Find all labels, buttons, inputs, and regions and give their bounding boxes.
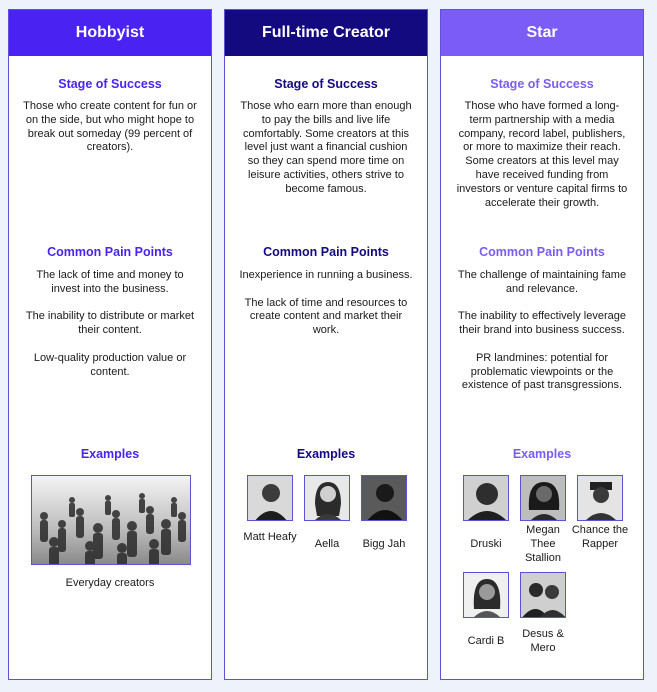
example-caption: Everyday creators — [65, 577, 155, 589]
portrait-photo — [520, 475, 566, 521]
stage-title: Stage of Success — [274, 77, 378, 91]
column-title: Star — [526, 24, 558, 41]
portrait-photo — [463, 572, 509, 618]
stage-text — [23, 100, 197, 169]
examples-title: Examples — [296, 447, 356, 461]
column-title: Full-time Creator — [261, 24, 390, 41]
portrait-photo — [247, 475, 293, 521]
example-caption: Matt Heafy — [243, 531, 297, 543]
example-caption: Chance the Rapper — [571, 524, 629, 550]
example-caption: Druski — [470, 538, 502, 550]
pain-point: The inability to distribute or market their content. — [25, 310, 195, 337]
column-hobbyist — [8, 9, 212, 680]
person-silhouette-icon — [578, 476, 623, 521]
person-silhouette-icon — [464, 476, 509, 521]
pain-points — [23, 269, 197, 393]
stage-title: Stage of Success — [58, 77, 162, 91]
stage-text — [239, 100, 413, 210]
pain-title: Common Pain Points — [47, 245, 173, 259]
person-silhouette-icon — [521, 573, 566, 618]
crowd-photo — [31, 475, 191, 565]
pain-points — [455, 269, 629, 407]
examples-title: Examples — [512, 447, 572, 461]
portrait-photo — [463, 475, 509, 521]
portrait-photo — [361, 475, 407, 521]
person-silhouette-icon — [305, 476, 350, 521]
pain-point: The challenge of maintaining fame and relevance. — [457, 269, 627, 295]
example-caption: Megan Thee Stallion — [524, 524, 562, 564]
pain-point: The lack of time and money to invest into the business. — [36, 269, 184, 295]
pain-point: Low-quality production value or content. — [33, 351, 187, 378]
stage-title: Stage of Success — [490, 77, 594, 91]
column-header — [225, 10, 427, 56]
person-silhouette-icon — [248, 476, 293, 521]
stage-description: Those who create content for fun or on the side, but who might hope to break out someday (99 percent of creators). — [23, 100, 197, 154]
pain-point: PR landmines: potential for problematic viewpoints or the existence of past transgressions. — [461, 351, 623, 392]
column-header — [9, 10, 211, 56]
example-caption: Desus & Mero — [522, 628, 564, 654]
stage-description: Those who have formed a long-term partnership with a media company, record label, publishers, or more to maximize their reach. Some creators at this level may have received funding from investors or venture capital firms to accelerate their growth. — [456, 100, 628, 209]
stage-text — [455, 100, 629, 224]
person-silhouette-icon — [521, 476, 566, 521]
example-caption: Aella — [314, 538, 340, 550]
pain-point: The lack of time and resources to create content and market their work. — [244, 296, 408, 337]
example-caption: Cardi B — [467, 635, 505, 647]
column-header — [441, 10, 643, 56]
pain-point: Inexperience in running a business. — [239, 269, 413, 281]
examples-title: Examples — [80, 447, 140, 461]
crowd-silhouettes — [32, 476, 191, 565]
stage-description: Those who earn more than enough to pay the bills and live life comfortably. Some creators at this level just want a financial cushion so they can spend more time on leisure activities, others strive to become famous. — [240, 100, 412, 195]
pain-points — [239, 269, 413, 352]
column-star — [440, 9, 644, 680]
column-full-time-creator — [224, 9, 428, 680]
pain-point: The inability to effectively leverage their brand into business success. — [458, 310, 626, 337]
example-caption: Bigg Jah — [362, 538, 406, 550]
portrait-photo — [304, 475, 350, 521]
person-silhouette-icon — [464, 573, 509, 618]
person-silhouette-icon — [362, 476, 407, 521]
portrait-photo — [520, 572, 566, 618]
portrait-photo — [577, 475, 623, 521]
column-title: Hobbyist — [75, 24, 145, 41]
pain-title: Common Pain Points — [479, 245, 605, 259]
pain-title: Common Pain Points — [263, 245, 389, 259]
